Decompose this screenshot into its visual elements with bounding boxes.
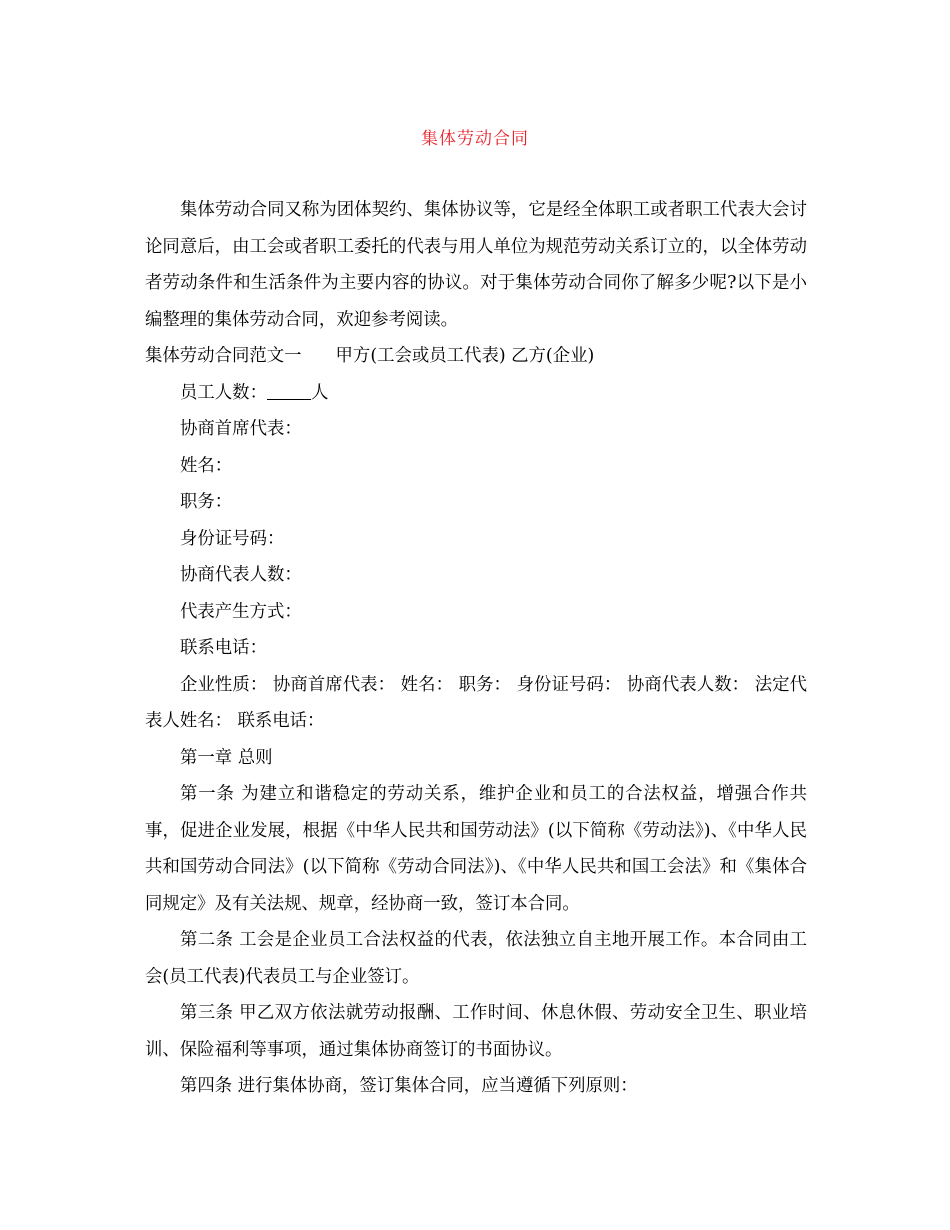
employee-count-label: 员工人数： <box>180 382 267 403</box>
document-title: 集体劳动合同 <box>421 129 529 149</box>
article-1: 第一条 为建立和谐稳定的劳动关系，维护企业和员工的合法权益，增强合作共事，促进企业发展，根据《中华人民共和国劳动法》(以下简称《劳动法》)、《中华人民共和国劳动合同法》(以下简称《劳动合同法》)、《中华人民共和国工会法》和《集体合同规定》及有关法规、规章，经协商一致，签订本合同。 <box>145 784 807 914</box>
sample-heading: 集体劳动合同范文一 <box>145 346 302 366</box>
sample-heading-line <box>145 338 807 375</box>
field-position: 职务： <box>180 492 233 512</box>
article-2: 第二条 工会是企业员工合法权益的代表，依法独立自主地开展工作。本合同由工会(员工代表)代表员工与企业签订。 <box>145 930 807 987</box>
enterprise-info-paragraph: 企业性质： 协商首席代表： 姓名： 职务： 身份证号码： 协商代表人数： 法定代表人姓名： 联系电话： <box>145 674 807 731</box>
field-phone: 联系电话： <box>180 638 267 658</box>
employee-count-blank <box>267 381 311 399</box>
field-name: 姓名： <box>180 455 233 476</box>
parties-text: 甲方(工会或员工代表) 乙方(企业) <box>335 346 595 366</box>
chapter-heading: 第一章 总则 <box>180 747 273 768</box>
employee-count-line <box>145 375 807 412</box>
article-3: 第三条 甲乙双方依法就劳动报酬、工作时间、休息休假、劳动安全卫生、职业培训、保险福利等事项，通过集体协商签订的书面协议。 <box>145 1003 807 1060</box>
field-id-number: 身份证号码： <box>180 528 285 549</box>
intro-paragraph: 集体劳动合同又称为团体契约、集体协议等，它是经全体职工或者职工代表大会讨论同意后，由工会或者职工委托的代表与用人单位为规范劳动关系订立的，以全体劳动者劳动条件和生活条件为主要内容的协议。对于集体劳动合同你了解多少呢?以下是小编整理的集体劳动合同，欢迎参考阅读。 <box>145 200 807 330</box>
field-representative-count: 协商代表人数： <box>180 565 302 585</box>
employee-count-unit: 人 <box>310 382 329 403</box>
article-4: 第四条 进行集体协商，签订集体合同，应当遵循下列原则： <box>180 1076 638 1096</box>
field-chief-representative: 协商首席代表： <box>180 419 302 439</box>
document-body <box>145 192 807 1105</box>
field-selection-method: 代表产生方式： <box>180 601 302 622</box>
